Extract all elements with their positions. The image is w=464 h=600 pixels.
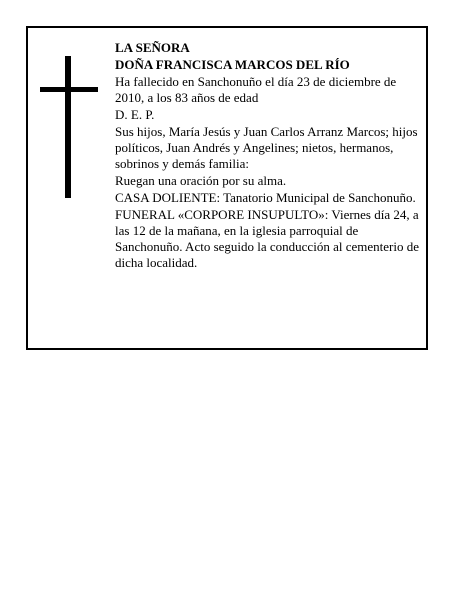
funeral-text: FUNERAL «CORPORE INSUPULTO»: Viernes día 24, a las 12 de la mañana, en la iglesia parroquial de Sanchonuño. Acto seguido la conducción al cementerio de dicha localidad. <box>115 207 419 270</box>
dep-text: D. E. P. <box>115 107 155 122</box>
title-line-1: LA SEÑORA <box>115 40 190 55</box>
cross-vertical-bar <box>65 56 71 198</box>
casa-doliente-text: CASA DOLIENTE: Tanatorio Municipal de Sanchonuño. <box>115 190 416 205</box>
notice-text <box>115 40 427 272</box>
prayer-text: Ruegan una oración por su alma. <box>115 173 287 188</box>
deceased-name: DOÑA FRANCISCA MARCOS DEL RÍO <box>115 57 350 72</box>
death-info: Ha fallecido en Sanchonuño el día 23 de diciembre de 2010, a los 83 años de edad <box>115 74 397 105</box>
obituary-notice <box>26 26 428 350</box>
cross-icon <box>40 56 98 198</box>
family-text: Sus hijos, María Jesús y Juan Carlos Arranz Marcos; hijos políticos, Juan Andrés y Angelines; nietos, hermanos, sobrinos y demás familia: <box>115 124 418 171</box>
cross-horizontal-bar <box>40 87 98 92</box>
